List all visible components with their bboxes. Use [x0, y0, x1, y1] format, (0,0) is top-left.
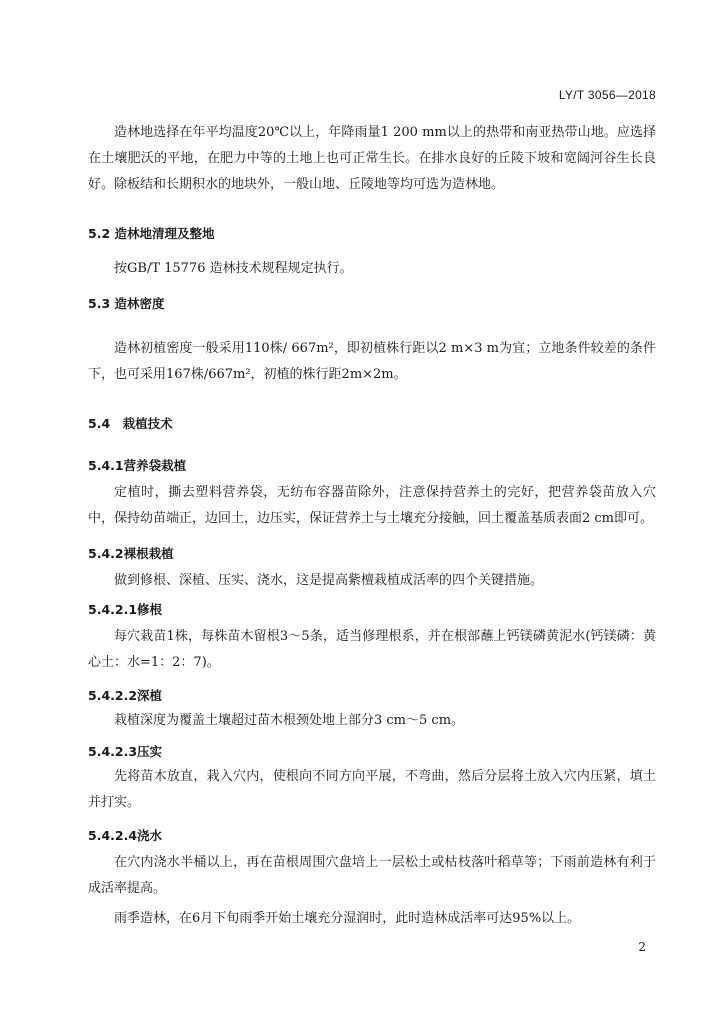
paragraph-5-3: 造林初植密度一般采用110株/ 667m²，即初植株行距以2 m×3 m为宜；立地条件较差的条件下，也可采用167株/667m²，初植的株行距2m×2m。 [88, 341, 656, 382]
paragraph-5-4-2-4a: 在穴内浇水半桶以上，再在苗根周围穴盘培上一层松土或枯枝落叶稻草等；下雨前造林有利于成活率提高。 [88, 855, 656, 896]
paragraph-5-4-2-2: 栽植深度为覆盖土壤超过苗木根颈处地上部分3 cm～5 cm。 [114, 713, 465, 728]
paragraph-5-4-2-1: 每穴栽苗1株，每株苗木留根3～5条，适当修理根系，并在根部蘸上钙镁磷黄泥水(钙镁磷：黄心土：水=1：2：7)。 [88, 629, 656, 670]
heading-5-2: 5.2 造林地清理及整地 [88, 226, 215, 241]
heading-5-4-2-2: 5.4.2.2深植 [88, 688, 163, 703]
heading-5-4-2: 5.4.2裸根栽植 [88, 546, 174, 561]
heading-5-4-2-3: 5.4.2.3压实 [88, 744, 163, 759]
paragraph-5-4-2: 做到修根、深植、压实、浇水，这是提高紫檀栽植成活率的四个关键措施。 [114, 573, 544, 588]
paragraph-5-4-1: 定植时，撕去塑料营养袋，无纺布容器苗除外，注意保持营养土的完好，把营养袋苗放入穴中，保持幼苗端正，边回土，边压实，保证营养土与土壤充分接触，回土覆盖基质表面2 cm即可。 [88, 485, 656, 526]
paragraph-5-4-2-4b: 雨季造林，在6月下旬雨季开始土壤充分湿润时，此时造林成活率可达95%以上。 [114, 911, 581, 926]
standard-code: LY/T 3056—2018 [558, 88, 656, 102]
heading-5-4: 5.4 栽植技术 [88, 416, 173, 431]
paragraph-5-4-2-3: 先将苗木放直，栽入穴内，使根向不同方向平展，不弯曲，然后分层将土放入穴内压紧，填土并打实。 [88, 769, 656, 810]
heading-5-4-2-4: 5.4.2.4浇水 [88, 828, 163, 843]
heading-5-3: 5.3 造林密度 [88, 296, 165, 311]
heading-5-4-1: 5.4.1营养袋栽植 [88, 458, 187, 473]
page-number: 2 [638, 940, 646, 954]
paragraph-site-selection: 造林地选择在年平均温度20℃以上，年降雨量1 200 mm以上的热带和南亚热带山地。应选择在土壤肥沃的平地，在肥力中等的土地上也可正常生长。在排水良好的丘陵下坡和宽阔河谷生长良好。除板结和长期积水的地块外，一般山地、丘陵地等均可选为造林地。 [88, 125, 656, 192]
heading-5-4-2-1: 5.4.2.1修根 [88, 602, 163, 617]
paragraph-5-2: 按GB/T 15776 造林技术规程规定执行。 [114, 261, 353, 276]
